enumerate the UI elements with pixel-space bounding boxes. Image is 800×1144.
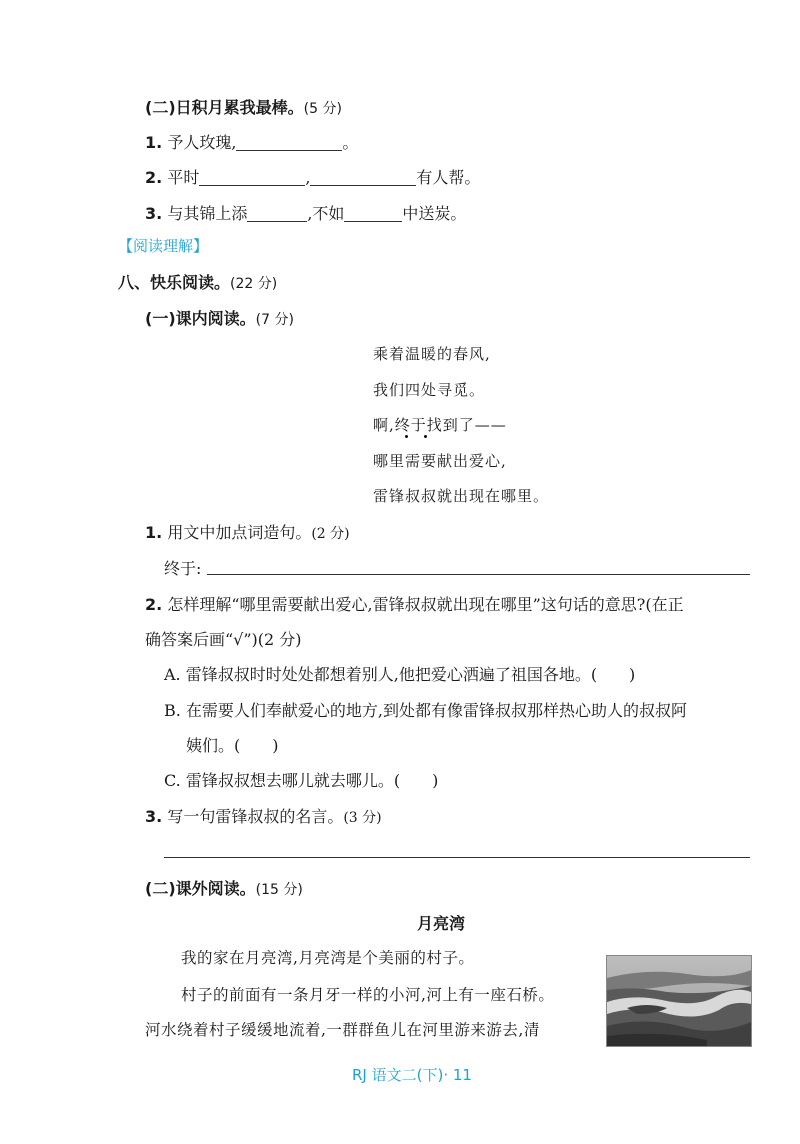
answer-line[interactable]	[164, 857, 750, 858]
answer-blank[interactable]	[236, 134, 342, 151]
poem-line-4: 哪里需要献出爱心,	[373, 452, 507, 470]
reading-comprehension-tag: 【阅读理解】	[118, 237, 209, 255]
question-2-idiom: 2. 平时 , 有人帮。	[145, 168, 481, 187]
answer-blank[interactable]	[247, 205, 307, 222]
out-of-class-reading-heading: (二)课外阅读。(15 分)	[145, 879, 303, 898]
river-photo	[606, 955, 752, 1047]
story-title: 月亮湾	[417, 914, 466, 933]
emphasis-dot	[424, 435, 427, 438]
emphasis-dot	[405, 435, 408, 438]
part-8-title: 八、快乐阅读。(22 分)	[118, 273, 278, 292]
question-1-idiom: 1. 予人玫瑰, 。	[145, 133, 359, 152]
option-a[interactable]: A. 雷锋叔叔时时处处都想着别人,他把爱心洒遍了祖国各地。( )	[164, 665, 636, 684]
option-b[interactable]: B. 在需要人们奉献爱心的地方,到处都有像雷锋叔叔那样热心助人的叔叔阿	[164, 701, 688, 720]
section-heading-accumulation: (二)日积月累我最棒。(5 分)	[145, 98, 342, 117]
in-class-reading-heading: (一)课内阅读。(7 分)	[145, 309, 294, 328]
story-paragraph-2-line-2: 河水绕着村子缓缓地流着,一群群鱼儿在河里游来游去,清	[145, 1021, 540, 1039]
answer-label-zhongyu: 终于:	[164, 559, 202, 578]
question-3-idiom: 3. 与其锦上添 ,不如 中送炭。	[145, 204, 467, 223]
story-paragraph-2-line-1: 村子的前面有一条月牙一样的小河,河上有一座石桥。	[181, 986, 555, 1004]
poem-line-5: 雷锋叔叔就出现在哪里。	[373, 487, 550, 505]
poem-line-2: 我们四处寻觅。	[373, 381, 486, 399]
option-c[interactable]: C. 雷锋叔叔想去哪儿就去哪儿。( )	[164, 771, 439, 790]
option-b-continued[interactable]: 姨们。( )	[186, 736, 279, 755]
answer-line[interactable]	[207, 574, 750, 575]
answer-blank[interactable]	[199, 169, 305, 186]
question-1-make-sentence: 1. 用文中加点词造句。(2 分)	[145, 523, 350, 542]
poem-line-1: 乘着温暖的春风,	[373, 345, 491, 363]
answer-blank[interactable]	[344, 205, 402, 222]
question-2-line-1: 2. 怎样理解“哪里需要献出爱心,雷锋叔叔就出现在哪里”这句话的意思?(在正	[145, 595, 684, 614]
question-3-quote: 3. 写一句雷锋叔叔的名言。(3 分)	[145, 807, 382, 826]
poem-line-3: 啊,终于找到了——	[373, 416, 507, 434]
story-paragraph-1: 我的家在月亮湾,月亮湾是个美丽的村子。	[181, 949, 475, 967]
question-2-line-2: 确答案后画“√”)(2 分)	[145, 630, 302, 649]
answer-blank[interactable]	[310, 169, 416, 186]
page-footer: RJ 语文二(下)· 11	[352, 1066, 472, 1084]
